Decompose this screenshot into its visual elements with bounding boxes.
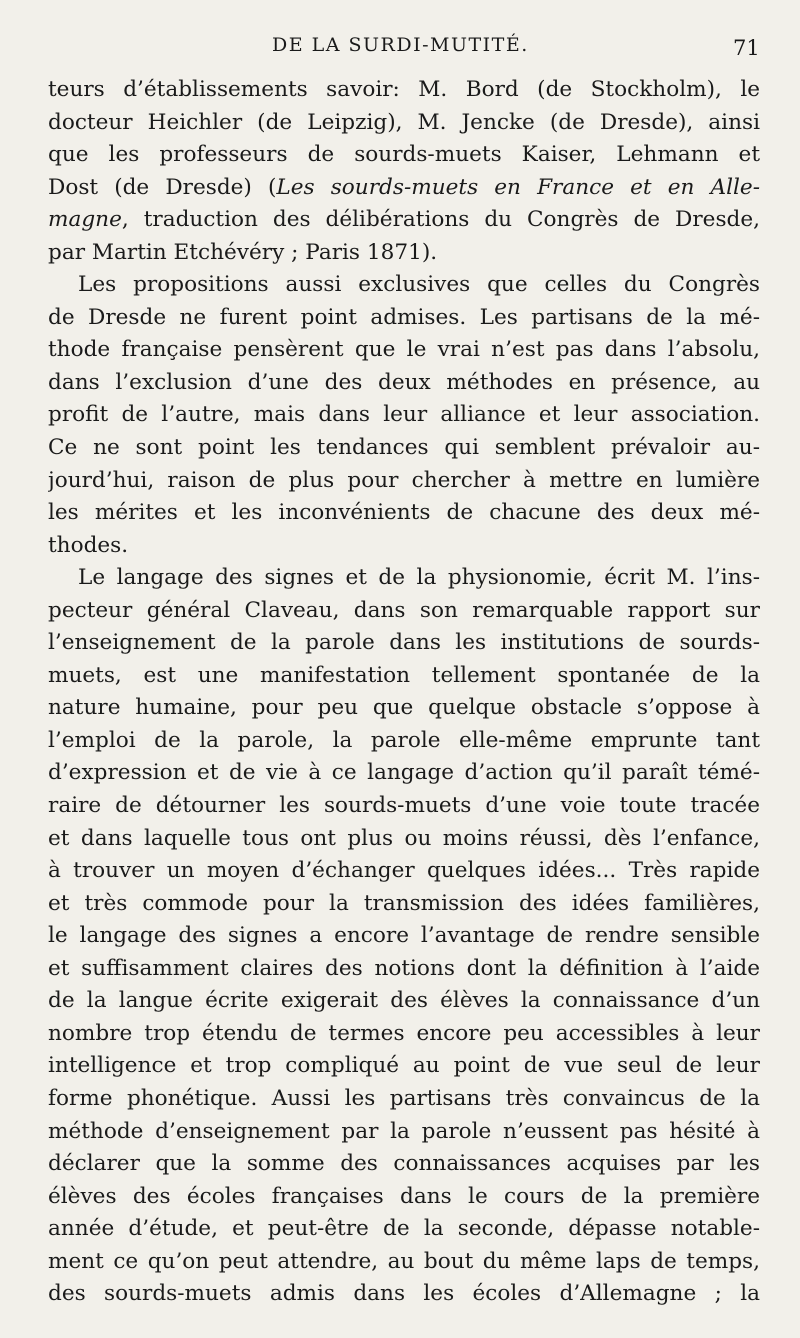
- text-line: déclarer que la somme des connaissances acquises par les: [48, 1151, 760, 1177]
- text-line: à trouver un moyen d’échanger quelques idées... Très rapide: [48, 858, 760, 884]
- text-line: ment ce qu’on peut attendre, au bout du même laps de temps,: [48, 1248, 760, 1274]
- text-line: et suffisamment claires des notions dont la définition à l’aide: [48, 955, 760, 981]
- text-line: raire de détourner les sourds-muets d’une voie toute tracée: [48, 793, 760, 819]
- text-line: et très commode pour la transmission des idées familières,: [48, 890, 760, 916]
- book-title-italic-cont: magne: [48, 207, 122, 233]
- text-line: nombre trop étendu de termes encore peu accessibles à leur: [48, 1020, 760, 1046]
- text-line: par Martin Etchévéry ; Paris 1871).: [48, 239, 438, 265]
- text-line: muets, est une manifestation tellement spontanée de la: [48, 662, 760, 688]
- text-line: nature humaine, pour peu que quelque obstacle s’oppose à: [48, 695, 760, 721]
- page-header: [0, 28, 800, 64]
- text-line: teurs d’établissements savoir: M. Bord (de Stockholm), le: [48, 77, 760, 102]
- text-line: thodes.: [48, 532, 129, 558]
- text-line: des sourds-muets admis dans les écoles d’Allemagne ; la: [48, 1281, 760, 1307]
- text-line: l’emploi de la parole, la parole elle-même emprunte tant: [48, 727, 760, 753]
- text-line: pecteur général Claveau, dans son remarquable rapport sur: [48, 597, 760, 623]
- text-line: [48, 204, 760, 237]
- text-line: de la langue écrite exigerait des élèves la connaissance d’un: [48, 988, 760, 1014]
- text-line: et dans laquelle tous ont plus ou moins réussi, dès l’enfance,: [48, 825, 760, 851]
- text-line: d’expression et de vie à ce langage d’action qu’il paraît témé-: [48, 760, 760, 786]
- text-run: , traduction des délibérations du Congrès de Dresde,: [121, 207, 760, 233]
- paragraph-start-line: Les propositions aussi exclusives que celles du Congrès: [78, 272, 760, 298]
- page-number: 71: [733, 36, 760, 60]
- text-line: profit de l’autre, mais dans leur alliance et leur association.: [48, 402, 760, 428]
- text-line: les mérites et les inconvénients de chacune des deux mé-: [48, 500, 760, 526]
- book-title-italic: Les sourds-muets en France et en Alle-: [276, 174, 760, 200]
- text-line: [48, 172, 760, 205]
- text-line: que les professeurs de sourds-muets Kaiser, Lehmann et: [48, 142, 760, 168]
- paragraph-start-line: Le langage des signes et de la physionomie, écrit M. l’ins-: [78, 565, 760, 591]
- text-line: intelligence et trop compliqué au point de vue seul de leur: [48, 1053, 760, 1079]
- text-line: le langage des signes a encore l’avantage de rendre sensible: [48, 923, 760, 949]
- text-line: année d’étude, et peut-être de la seconde, dépasse notable-: [48, 1216, 760, 1242]
- text-line: forme phonétique. Aussi les partisans très convaincus de la: [48, 1085, 760, 1111]
- text-line: jourd’hui, raison de plus pour chercher à mettre en lumière: [48, 467, 760, 493]
- text-line: l’enseignement de la parole dans les institutions de sourds-: [48, 630, 760, 656]
- text-line: dans l’exclusion d’une des deux méthodes en présence, au: [48, 369, 760, 395]
- text-line: de Dresde ne furent point admises. Les partisans de la mé-: [48, 304, 760, 330]
- body-text: [48, 74, 760, 1311]
- text-line: docteur Heichler (de Leipzig), M. Jencke (de Dresde), ainsi: [48, 109, 760, 135]
- text-line: élèves des écoles françaises dans le cours de la première: [48, 1183, 760, 1209]
- text-line: Ce ne sont point les tendances qui semblent prévaloir au-: [48, 435, 760, 461]
- text-line: thode française pensèrent que le vrai n’est pas dans l’absolu,: [48, 337, 760, 363]
- text-run: Dost (de Dresde) (: [48, 174, 277, 200]
- running-head: DE LA SURDI-MUTITÉ.: [272, 34, 529, 56]
- text-line: méthode d’enseignement par la parole n’eussent pas hésité à: [48, 1118, 760, 1144]
